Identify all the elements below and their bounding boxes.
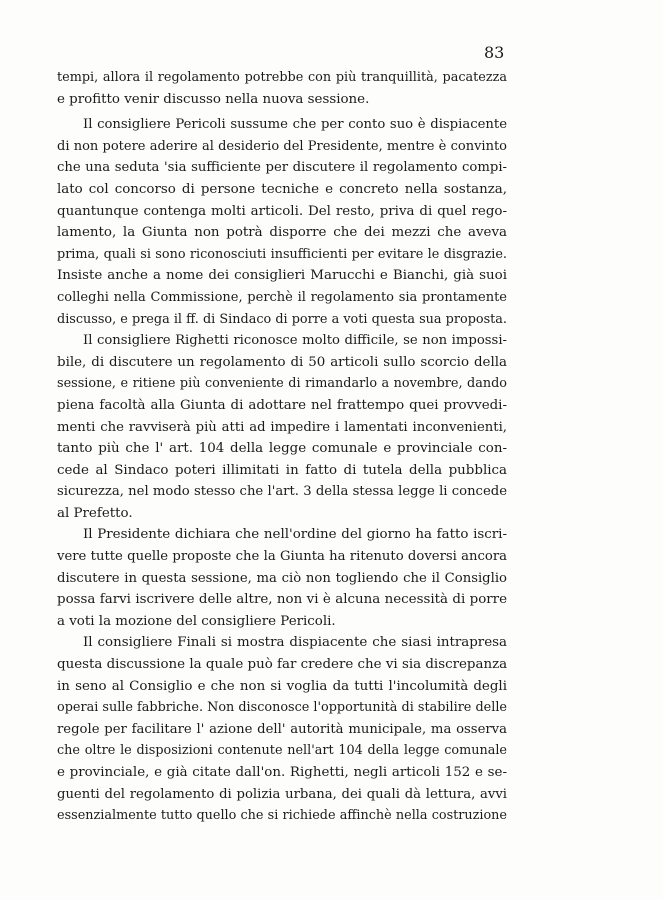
text-line: tempi, allora il regolamento potrebbe con più tranquillità, pacatezza — [57, 70, 507, 85]
paragraph-start-line: Il consigliere Finali si mostra dispiacente che siasi intrapresa — [83, 635, 507, 651]
text-line: guenti del regolamento di polizia urbana, dei quali dà lettura, avvi — [57, 786, 507, 802]
text-line: e provinciale, e già citate dall'on. Righetti, negli articoli 152 e se- — [57, 765, 507, 780]
text-line: al Prefetto. — [57, 505, 133, 521]
text-line: sessione, e ritiene più conveniente di rimandarlo a novembre, dando — [57, 376, 507, 392]
text-line: in seno al Consiglio e che non si voglia da tutti l'incolumità degli — [57, 678, 507, 694]
text-line: lamento, la Giunta non potrà disporre che dei mezzi che aveva — [57, 225, 507, 241]
text-line: possa farvi iscrivere delle altre, non vi è alcuna necessità di porre — [57, 592, 507, 608]
text-line: tanto più che l' art. 104 della legge comunale e provinciale con- — [57, 441, 507, 457]
text-line: che una seduta 'sia sufficiente per discutere il regolamento compi- — [57, 160, 507, 176]
text-line: vere tutte quelle proposte che la Giunta ha ritenuto doversi ancora — [57, 549, 507, 565]
text-line: discutere in questa sessione, ma ciò non togliendo che il Consiglio — [57, 570, 507, 586]
page-number: 83 — [484, 43, 505, 62]
text-line: cede al Sindaco poteri illimitati in fatto di tutela della pubblica — [57, 462, 507, 478]
text-line: sicurezza, nel modo stesso che l'art. 3 della stessa legge li concede — [57, 484, 507, 500]
text-line: regole per facilitare l' azione dell' autorità municipale, ma osserva — [57, 721, 507, 737]
page-body — [57, 67, 507, 827]
paragraph-start-line: Il consigliere Righetti riconosce molto difficile, se non impossi- — [83, 333, 507, 349]
text-line: discusso, e prega il ff. di Sindaco di porre a voti questa sua proposta. — [57, 311, 507, 327]
paragraph-start-line: Il Presidente dichiara che nell'ordine del giorno ha fatto iscri- — [83, 527, 507, 543]
text-line: piena facoltà alla Giunta di adottare nel frattempo quei provvedi- — [57, 397, 507, 413]
text-line: e profitto venir discusso nella nuova sessione. — [57, 91, 370, 107]
text-line: che oltre le disposizioni contenute nell'art 104 della legge comunale — [57, 743, 507, 759]
text-line: quantunque contenga molti articoli. Del resto, priva di quel rego- — [57, 203, 507, 219]
text-line: prima, quali si sono riconosciuti insufficienti per evitare le disgrazie. — [57, 246, 507, 262]
text-line: colleghi nella Commissione, perchè il regolamento sia prontamente — [57, 289, 507, 305]
text-line: a voti la mozione del consigliere Pericoli. — [57, 613, 336, 629]
text-line: Insiste anche a nome dei consiglieri Marucchi e Bianchi, già suoi — [57, 268, 507, 284]
text-line: operai sulle fabbriche. Non disconosce l'opportunità di stabilire delle — [57, 700, 507, 716]
text-line: bile, di discutere un regolamento di 50 articoli sullo scorcio della — [57, 354, 507, 370]
text-line: questa discussione la quale può far credere che vi sia discrepanza — [57, 657, 508, 673]
text-line: essenzialmente tutto quello che si richiede affinchè nella costruzione — [57, 808, 507, 824]
text-line: lato col concorso di persone tecniche e concreto nella sostanza, — [57, 181, 507, 197]
text-line: di non potere aderire al desiderio del Presidente, mentre è convinto — [57, 138, 507, 154]
text-line: menti che ravviserà più atti ad impedire i lamentati inconvenienti, — [57, 419, 507, 435]
paragraph-start-line: Il consigliere Pericoli sussume che per conto suo è dispiacente — [83, 117, 507, 133]
